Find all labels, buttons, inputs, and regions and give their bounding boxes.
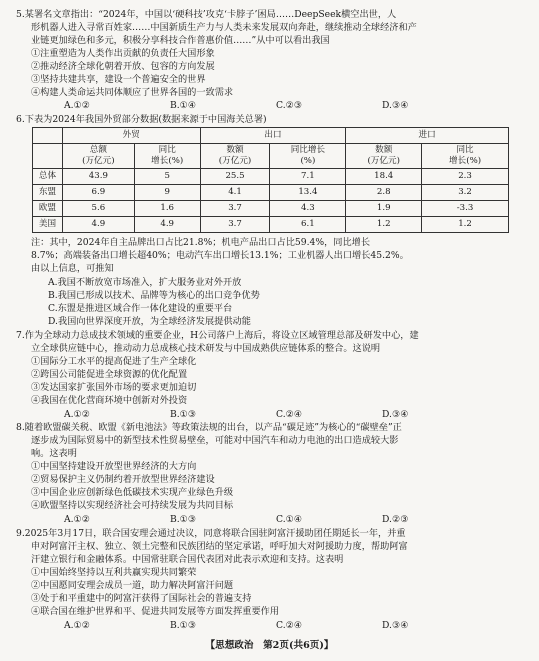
option-b[interactable]: B.①③ xyxy=(170,620,197,631)
row-label-cell: 美国 xyxy=(33,217,63,233)
table-row xyxy=(33,169,509,185)
q5-statement: ②推动经济全球化朝着开放、包容的方向发展 xyxy=(31,61,215,72)
q9-statement: ①中国始终坚持以互利共赢实现共同繁荣 xyxy=(31,567,197,578)
table-cell: 25.5 xyxy=(200,169,270,185)
option-c[interactable]: C.②④ xyxy=(276,409,303,420)
table-cell: 7.1 xyxy=(270,169,346,185)
row-label-cell: 欧盟 xyxy=(33,201,63,217)
option-c[interactable]: C.①④ xyxy=(276,514,303,525)
q7-statement: ③发达国家扩张国外市场的要求更加迫切 xyxy=(31,382,197,393)
option-c[interactable]: C.②④ xyxy=(276,620,303,631)
table-cell: 2.3 xyxy=(422,169,509,185)
table-cell: 4.9 xyxy=(62,217,134,233)
q7-statement: ①国际分工水平的提高促进了生产全球化 xyxy=(31,356,197,367)
subheader-cell: 数额 (万亿元) xyxy=(346,144,422,169)
option-b[interactable]: B.①③ xyxy=(170,409,197,420)
subheader-cell: 同比 增长(%) xyxy=(422,144,509,169)
q7-line: 立全球供应链中心，推动动力总成核心技术研发与中国成熟供应链体系的整合。这说明 xyxy=(31,343,381,354)
table-cell: 3.7 xyxy=(200,217,270,233)
q9-line: 申对阿富汗主权、独立、领土完整和民族团结的坚定承诺，呼吁加大对阿援助力度，帮助阿富 xyxy=(31,541,408,552)
table-cell: 6.9 xyxy=(62,185,134,201)
q9-statement: ④联合国在维护世界和平、促进共同发展等方面发挥重要作用 xyxy=(31,606,280,617)
q7-statement: ④我国在优化营商环境中创新对外投资 xyxy=(31,395,188,406)
option-a[interactable]: A.①② xyxy=(64,100,91,111)
table-cell: -3.3 xyxy=(422,201,509,217)
table-cell: 3.7 xyxy=(200,201,270,217)
q8-statement: ①中国坚持建设开放型世界经济的大方向 xyxy=(31,461,197,472)
table-cell: 1.2 xyxy=(346,217,422,233)
q8-options xyxy=(64,513,408,526)
page-footer: 【思想政治 第2页(共6页)】 xyxy=(205,640,334,651)
q5-statement: ③坚持共建共享，建设一个普遍安全的世界 xyxy=(31,74,206,85)
option-a[interactable]: A.①② xyxy=(64,409,91,420)
group-header: 外贸 xyxy=(62,128,200,144)
table-cell: 1.2 xyxy=(422,217,509,233)
table-cell: 43.9 xyxy=(62,169,134,185)
option-d[interactable]: D.③④ xyxy=(382,620,409,631)
option-b[interactable]: B.①③ xyxy=(170,514,197,525)
q9-statement: ②中国愿同安理会成员一道，助力解决阿富汗问题 xyxy=(31,580,234,591)
table-cell: 9 xyxy=(134,185,200,201)
table-cell: 4.9 xyxy=(134,217,200,233)
q9-line: 汗建立银行和金融体系。中国常驻联合国代表团对此表示欢迎和支持。这表明 xyxy=(31,554,344,565)
table-cell: 3.2 xyxy=(422,185,509,201)
table-cell: 5.6 xyxy=(62,201,134,217)
option-d[interactable]: D.②③ xyxy=(382,514,409,525)
table-row xyxy=(33,217,509,233)
table-cell: 1.9 xyxy=(346,201,422,217)
table-cell: 5 xyxy=(134,169,200,185)
q6-option[interactable]: A.我国不断放宽市场准入，扩大服务业对外开放 xyxy=(48,277,242,288)
q5-statement: ①注重塑造为人类作出贡献的负责任大国形象 xyxy=(31,48,215,59)
q9-options xyxy=(64,619,408,632)
q8-statement: ③中国企业应创新绿色低碳技术实现产业绿色升级 xyxy=(31,487,234,498)
table-cell: 4.3 xyxy=(270,201,346,217)
q6-note: 注：其中，2024年自主品牌出口占比21.8%；机电产品出口占比59.4%，同比增长 xyxy=(31,237,371,248)
subheader-cell: 同比 增长(%) xyxy=(134,144,200,169)
option-d[interactable]: D.③④ xyxy=(382,409,409,420)
trade-data-table xyxy=(32,127,509,233)
table-cell: 4.1 xyxy=(200,185,270,201)
q6-option[interactable]: B.我国已形成以技术、品牌等为核心的出口竞争优势 xyxy=(48,290,260,301)
q9-line: 9.2025年3月17日，联合国安理会通过决议，同意将联合国驻阿富汗援助团任期延长一年，并重 xyxy=(16,528,406,539)
group-header: 出口 xyxy=(200,128,346,144)
q5-statement: ④构建人类命运共同体顺应了世界各国的一致需求 xyxy=(31,87,234,98)
q5-line: 形机器人进入寻常百姓家……中国新质生产力与人类未来发展双向奔赴，继续推动全球经济和产 xyxy=(31,22,417,33)
q7-options xyxy=(64,408,408,421)
q9-statement: ③处于和平重建中的阿富汗获得了国际社会的普遍支持 xyxy=(31,593,252,604)
table-cell: 2.8 xyxy=(346,185,422,201)
q6-note: 8.7%；高端装备出口增长超40%；电动汽车出口增长13.1%；工业机器人出口增长45.2%。 xyxy=(31,250,409,261)
q5-line: 业链更加绿色和多元，积极分享科技合作普惠价值……”从中可以看出我国 xyxy=(31,35,330,46)
q8-statement: ②贸易保护主义仍制约着开放型世界经济建设 xyxy=(31,474,215,485)
table-corner-cell xyxy=(33,144,63,169)
table-group-header xyxy=(33,128,509,144)
q6-intro: 6.下表为2024年我国外贸部分数据(数据来源于中国海关总署) xyxy=(16,114,267,125)
q6-prompt: 由以上信息，可推知 xyxy=(31,263,114,274)
q6-option[interactable]: D.我国向世界深度开放，为全球经济发展提供动能 xyxy=(48,316,251,327)
table-cell: 1.6 xyxy=(134,201,200,217)
row-label-cell: 总体 xyxy=(33,169,63,185)
q5-line: 5.某署名文章指出：“2024年，中国以‘硬科技’攻克‘卡脖子’困局……DeepSeek横空出世，人 xyxy=(16,9,397,20)
option-b[interactable]: B.①④ xyxy=(170,100,197,111)
q8-line: 8.随着欧盟碳关税、欧盟《新电池法》等政策法规的出台，以产品“碳足迹”为核心的“碳壁垒”正 xyxy=(16,422,402,433)
table-cell: 6.1 xyxy=(270,217,346,233)
q7-statement: ②跨国公司能促进全球资源的优化配置 xyxy=(31,369,188,380)
table-row xyxy=(33,185,509,201)
option-a[interactable]: A.①② xyxy=(64,514,91,525)
table-cell: 13.4 xyxy=(270,185,346,201)
table-row xyxy=(33,201,509,217)
q7-line: 7.作为全球动力总成技术领域的重要企业，H公司落户上海后，将设立区域管理总部及研发中心，建 xyxy=(16,330,419,341)
subheader-cell: 数额 (万亿元) xyxy=(200,144,270,169)
table-corner-cell xyxy=(33,128,63,144)
option-a[interactable]: A.①② xyxy=(64,620,91,631)
q6-option[interactable]: C.东盟是推进区域合作一体化建设的重要平台 xyxy=(48,303,233,314)
option-d[interactable]: D.③④ xyxy=(382,100,409,111)
row-label-cell: 东盟 xyxy=(33,185,63,201)
subheader-cell: 总额 (万亿元) xyxy=(62,144,134,169)
table-subheader-row xyxy=(33,144,509,169)
option-c[interactable]: C.②③ xyxy=(276,100,303,111)
q5-options xyxy=(64,99,408,112)
table-cell: 18.4 xyxy=(346,169,422,185)
q8-statement: ④欧盟坚持以实现经济社会可持续发展为共同目标 xyxy=(31,500,234,511)
subheader-cell: 同比增长 (%) xyxy=(270,144,346,169)
q8-line: 响。这表明 xyxy=(31,448,77,459)
group-header: 进口 xyxy=(346,128,509,144)
q8-line: 逐步成为国际贸易中的新型技术性贸易壁垒，可能对中国汽车和动力电池的出口造成较大影 xyxy=(31,435,399,446)
